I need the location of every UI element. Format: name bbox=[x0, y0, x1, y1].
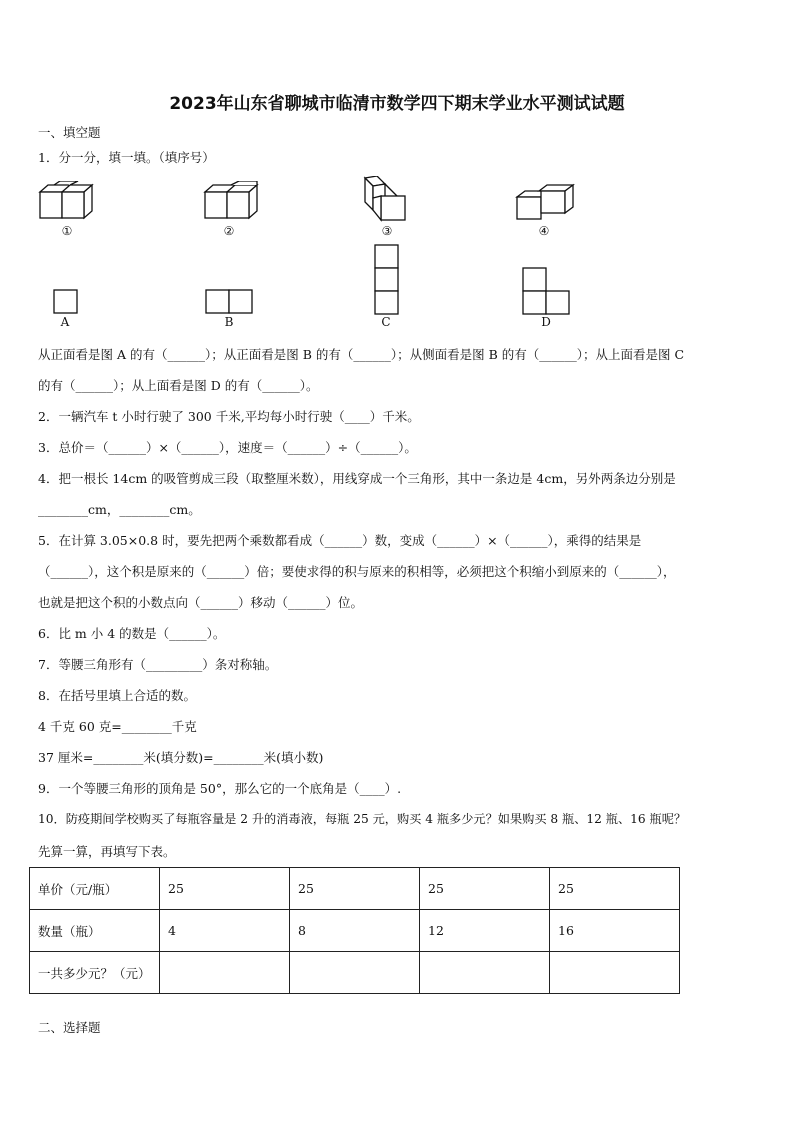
q4-line-1: 4．把一根长 14cm 的吸管剪成三段（取整厘米数），用线穿成一个三角形，其中一条边是 4cm，另外两条边分别是 bbox=[38, 471, 676, 486]
view-figure-a bbox=[53, 289, 79, 315]
solid-figure-3 bbox=[363, 176, 409, 222]
section-heading-choice: 二、选择题 bbox=[38, 1020, 101, 1035]
q5-line-2: （______），这个积是原来的（______）倍；要使求得的积与原来的积相等，必须把这个积缩小到原来的（______）， bbox=[38, 564, 676, 579]
solid-label-4: ④ bbox=[538, 224, 550, 238]
answer-cell[interactable] bbox=[160, 952, 290, 994]
table-cell: 一共多少元？（元） bbox=[30, 952, 160, 994]
price-table bbox=[29, 867, 680, 994]
q8-line-2: 37 厘米=________米(填分数)=________米(填小数) bbox=[38, 750, 324, 765]
solid-label-2: ② bbox=[223, 224, 235, 238]
answer-cell[interactable] bbox=[420, 952, 550, 994]
table-cell: 25 bbox=[160, 868, 290, 910]
table-cell: 单价（元/瓶） bbox=[30, 868, 160, 910]
q10-line-2: 先算一算，再填写下表。 bbox=[38, 844, 176, 859]
q8-line-1: 4 千克 60 克=________千克 bbox=[38, 719, 197, 734]
q8-stem: 8．在括号里填上合适的数。 bbox=[38, 688, 196, 703]
q1-stem: 1．分一分，填一填。（填序号） bbox=[38, 150, 215, 165]
q7: 7．等腰三角形有（_________）条对称轴。 bbox=[38, 657, 278, 672]
page-title: 2023年山东省聊城市临清市数学四下期末学业水平测试试题 bbox=[169, 94, 625, 114]
table-cell: 25 bbox=[290, 868, 420, 910]
view-figure-b bbox=[205, 289, 253, 315]
answer-cell[interactable] bbox=[550, 952, 680, 994]
table-row bbox=[30, 868, 680, 910]
q5-line-3: 也就是把这个积的小数点向（______）移动（______）位。 bbox=[38, 595, 364, 610]
table-cell: 16 bbox=[550, 910, 680, 952]
answer-cell[interactable] bbox=[290, 952, 420, 994]
table-cell: 12 bbox=[420, 910, 550, 952]
table-cell: 25 bbox=[420, 868, 550, 910]
q10-line-1: 10．防疫期间学校购买了每瓶容量是 2 升的消毒液，每瓶 25 元，购买 4 瓶多少元？如果购买 8 瓶、12 瓶、16 瓶呢？ bbox=[38, 812, 687, 826]
q6: 6．比 m 小 4 的数是（______）。 bbox=[38, 626, 226, 641]
table-row bbox=[30, 910, 680, 952]
table-cell: 25 bbox=[550, 868, 680, 910]
q2: 2．一辆汽车 t 小时行驶了 300 千米,平均每小时行驶（____）千米。 bbox=[38, 409, 420, 424]
table-row bbox=[30, 952, 680, 994]
solid-figure-1 bbox=[38, 181, 96, 221]
q5-line-1: 5．在计算 3.05×0.8 时，要先把两个乘数都看成（______）数，变成（______）×（______），乘得的结果是 bbox=[38, 533, 642, 548]
q3: 3．总价＝（______）×（______），速度＝（______）÷（______）。 bbox=[38, 440, 417, 455]
solid-label-3: ③ bbox=[381, 224, 393, 238]
view-label-a: A bbox=[60, 315, 70, 329]
table-cell: 4 bbox=[160, 910, 290, 952]
q1-line-2: 的有（______）；从上面看是图 D 的有（______）。 bbox=[38, 378, 319, 393]
solid-label-1: ① bbox=[61, 224, 73, 238]
view-label-b: B bbox=[224, 315, 234, 329]
view-label-d: D bbox=[541, 315, 551, 329]
view-figure-d bbox=[522, 267, 570, 315]
q1-line-1: 从正面看是图 A 的有（______）；从正面看是图 B 的有（______）；从侧面看是图 B 的有（______）；从上面看是图 C bbox=[38, 347, 685, 362]
view-figure-c bbox=[374, 244, 400, 316]
q4-line-2: ________cm，________cm。 bbox=[38, 502, 201, 517]
q9: 9．一个等腰三角形的顶角是 50°，那么它的一个底角是（____）. bbox=[38, 781, 402, 796]
solid-figure-4 bbox=[515, 183, 575, 221]
view-label-c: C bbox=[381, 315, 391, 329]
solid-figure-2 bbox=[203, 181, 261, 221]
table-cell: 8 bbox=[290, 910, 420, 952]
section-heading-fill-blank: 一、填空题 bbox=[38, 125, 101, 140]
table-cell: 数量（瓶） bbox=[30, 910, 160, 952]
